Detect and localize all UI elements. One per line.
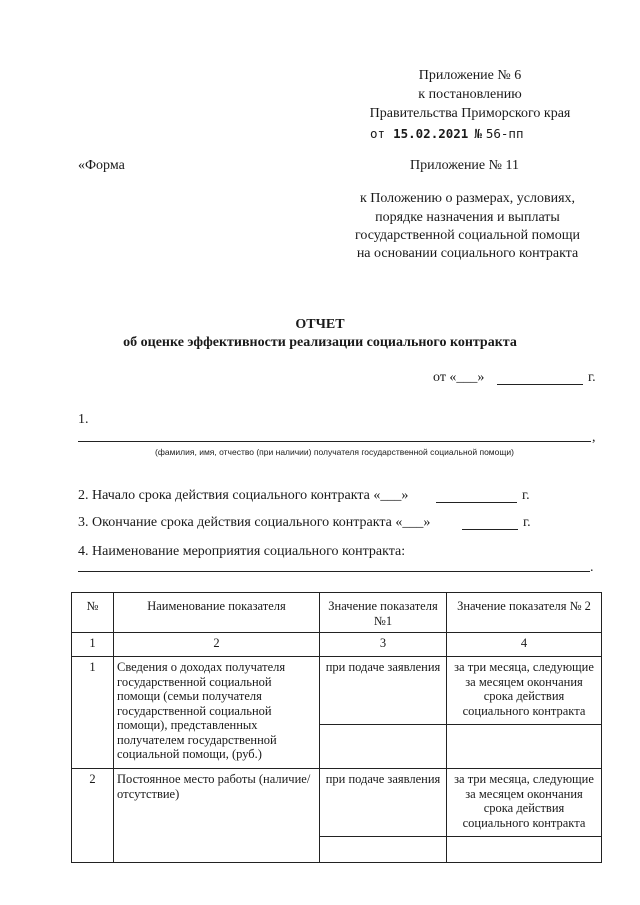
date-prefix: от (370, 126, 386, 141)
report-date-suffix: г. (588, 370, 596, 385)
col-number-2: 2 (114, 633, 320, 657)
table-row (72, 769, 602, 837)
field-2-blank (436, 502, 517, 503)
row-1-number: 1 (72, 657, 114, 769)
decree-date: 15.02.2021 (393, 126, 469, 141)
col-number-3: 3 (320, 633, 447, 657)
appendix-line-1: Приложение № 6 (418, 68, 522, 83)
field-2-suffix: г. (522, 488, 530, 503)
row-2-number: 2 (72, 769, 114, 863)
row-2-value-1-cell (320, 837, 447, 863)
field-3-blank (462, 529, 518, 530)
field-3-label: 3. Окончание срока действия социального контракта «___» (78, 515, 431, 530)
appendix-line-2: к постановлению (418, 87, 522, 102)
appendix-11-desc-1: к Положению о размерах, условиях, (359, 191, 576, 206)
field-2-label: 2. Начало срока действия социального контракта «___» (78, 488, 409, 503)
appendix-11-desc-2: порядке назначения и выплаты (375, 210, 560, 225)
field-1-line (78, 441, 591, 442)
row-1-value-2: за три месяца, следующие за месяцем окончания срока действия социального контракта (447, 657, 602, 725)
report-date-prefix: от «___» (433, 370, 485, 385)
decree-number: 56-пп (485, 126, 524, 141)
table-header-row (72, 593, 602, 633)
field-1-hint: (фамилия, имя, отчество (при наличии) получателя государственной социальной помощи) (155, 447, 514, 457)
table-row (72, 657, 602, 725)
row-2-value-1: при подаче заявления (320, 769, 447, 837)
field-3-suffix: г. (523, 515, 531, 530)
appendix-11-title: Приложение № 11 (410, 158, 519, 173)
field-4-line (78, 571, 590, 572)
row-1-value-1-cell (320, 725, 447, 769)
form-label: «Форма (78, 158, 125, 173)
field-1-number: 1. (78, 412, 89, 427)
field-1-comma: , (592, 430, 596, 445)
indicators-table (71, 592, 602, 863)
row-2-value-2: за три месяца, следующие за месяцем окончания срока действия социального контракта (447, 769, 602, 837)
row-1-value-2-cell (447, 725, 602, 769)
appendix-11-desc-4: на основании социального контракта (356, 246, 579, 261)
appendix-line-3: Правительства Приморского края (369, 106, 571, 121)
field-4-label: 4. Наименование мероприятия социального контракта: (78, 544, 406, 559)
col-number-1: 1 (72, 633, 114, 657)
report-subtitle: об оценке эффективности реализации социального контракта (123, 335, 517, 350)
row-1-value-1: при подаче заявления (320, 657, 447, 725)
number-sign: № (474, 126, 482, 141)
report-title: ОТЧЕТ (295, 317, 345, 332)
row-2-indicator-name: Постоянное место работы (наличие/отсутствие) (114, 769, 320, 863)
header-value-1: Значение показателя №1 (320, 593, 447, 633)
table-column-numbers-row (72, 633, 602, 657)
row-2-value-2-cell (447, 837, 602, 863)
appendix-11-desc-3: государственной социальной помощи (354, 228, 581, 243)
header-number: № (72, 593, 114, 633)
header-value-2: Значение показателя № 2 (447, 593, 602, 633)
field-4-period: . (590, 560, 594, 575)
header-indicator-name: Наименование показателя (114, 593, 320, 633)
report-date-blank (497, 384, 583, 385)
row-1-indicator-name: Сведения о доходах получателя государственной социальной помощи (семьи получателя государственной социальной помощи), представленных получателем государственной социальной помощи, (руб.) (114, 657, 320, 769)
appendix-date-stamp (370, 125, 524, 143)
col-number-4: 4 (447, 633, 602, 657)
